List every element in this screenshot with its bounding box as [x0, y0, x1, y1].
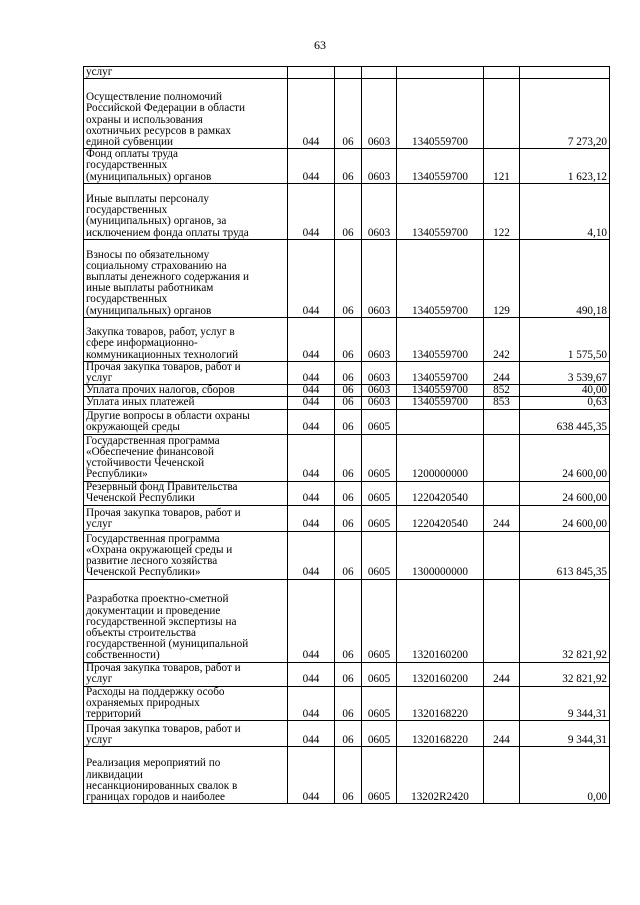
expense-type-cell: 853 [484, 397, 520, 409]
subsection-code-cell: 0605 [362, 409, 397, 434]
expense-name-cell: Прочая закупка товаров, работ и услуг [84, 721, 288, 747]
amount-cell: 1 623,12 [520, 149, 610, 184]
expense-type-cell: 244 [484, 361, 520, 384]
amount-cell: 1 575,50 [520, 317, 610, 361]
expense-name-cell: Фонд оплаты труда государственных (муниципальных) органов [84, 149, 288, 184]
admin-code-cell: 044 [288, 385, 335, 397]
expense-type-cell: 242 [484, 317, 520, 361]
admin-code-cell [288, 67, 335, 79]
amount-cell: 40,00 [520, 385, 610, 397]
admin-code-cell: 044 [288, 397, 335, 409]
expense-type-cell [484, 79, 520, 149]
expense-name-cell: Реализация мероприятий по ликвидации несанкционированных свалок в границах городов и наиболее [84, 747, 288, 804]
expense-type-cell [484, 434, 520, 481]
subsection-code-cell: 0605 [362, 662, 397, 686]
subsection-code-cell: 0603 [362, 397, 397, 409]
amount-cell: 4,10 [520, 183, 610, 239]
expense-name-cell: Закупка товаров, работ, услуг в сфере информационно- коммуникационных технологий [84, 317, 288, 361]
amount-cell: 24 600,00 [520, 505, 610, 531]
expense-name-cell: Взносы по обязательному социальному страхованию на выплаты денежного содержания и иные выплаты работникам государственных (муниципальных) органов [84, 239, 288, 317]
expense-name-cell: Прочая закупка товаров, работ и услуг [84, 361, 288, 384]
target-article-cell: 1200000000 [397, 434, 484, 481]
expense-type-cell [484, 579, 520, 662]
admin-code-cell: 044 [288, 239, 335, 317]
subsection-code-cell: 0603 [362, 361, 397, 384]
expense-name-cell: Уплата прочих налогов, сборов [84, 385, 288, 397]
target-article-cell: 1320160200 [397, 662, 484, 686]
amount-cell: 613 845,35 [520, 531, 610, 579]
target-article-cell: 1340559700 [397, 361, 484, 384]
amount-cell: 9 344,31 [520, 686, 610, 721]
section-code-cell: 06 [335, 361, 362, 384]
expense-name-cell: Иные выплаты персоналу государственных (муниципальных) органов, за исключением фонда оплаты труда [84, 183, 288, 239]
subsection-code-cell: 0603 [362, 239, 397, 317]
expense-name-cell: Разработка проектно-сметной документации и проведение государственной экспертизы на объекты строительства государственной (муниципальной собственности) [84, 579, 288, 662]
target-article-cell: 1340559700 [397, 79, 484, 149]
table-row [84, 434, 610, 481]
subsection-code-cell: 0603 [362, 183, 397, 239]
admin-code-cell: 044 [288, 317, 335, 361]
expense-name-cell: услуг [84, 67, 288, 79]
subsection-code-cell: 0603 [362, 317, 397, 361]
admin-code-cell: 044 [288, 183, 335, 239]
expense-type-cell: 852 [484, 385, 520, 397]
section-code-cell: 06 [335, 662, 362, 686]
target-article-cell: 1220420540 [397, 481, 484, 505]
section-code-cell: 06 [335, 149, 362, 184]
section-code-cell: 06 [335, 721, 362, 747]
expense-type-cell: 129 [484, 239, 520, 317]
subsection-code-cell: 0603 [362, 149, 397, 184]
amount-cell: 0,63 [520, 397, 610, 409]
amount-cell: 32 821,92 [520, 579, 610, 662]
table-row [84, 183, 610, 239]
expense-type-cell [484, 409, 520, 434]
budget-table [83, 66, 610, 804]
table-row [84, 361, 610, 384]
amount-cell [520, 67, 610, 79]
amount-cell: 24 600,00 [520, 481, 610, 505]
expense-type-cell: 244 [484, 662, 520, 686]
target-article-cell: 1340559700 [397, 385, 484, 397]
subsection-code-cell: 0605 [362, 579, 397, 662]
subsection-code-cell: 0603 [362, 79, 397, 149]
amount-cell: 9 344,31 [520, 721, 610, 747]
target-article-cell: 1340559700 [397, 149, 484, 184]
admin-code-cell: 044 [288, 149, 335, 184]
expense-name-cell: Государственная программа «Обеспечение финансовой устойчивости Чеченской Республики» [84, 434, 288, 481]
table-row [84, 79, 610, 149]
table-row [84, 505, 610, 531]
expense-name-cell: Прочая закупка товаров, работ и услуг [84, 662, 288, 686]
table-row [84, 67, 610, 79]
table-row [84, 686, 610, 721]
section-code-cell: 06 [335, 79, 362, 149]
target-article-cell: 1320168220 [397, 721, 484, 747]
table-row [84, 579, 610, 662]
table-row [84, 662, 610, 686]
table-row [84, 317, 610, 361]
target-article-cell: 1320168220 [397, 686, 484, 721]
table-row [84, 531, 610, 579]
amount-cell: 32 821,92 [520, 662, 610, 686]
expense-type-cell [484, 481, 520, 505]
section-code-cell: 06 [335, 579, 362, 662]
target-article-cell: 13202R2420 [397, 747, 484, 804]
admin-code-cell: 044 [288, 721, 335, 747]
admin-code-cell: 044 [288, 361, 335, 384]
expense-name-cell: Другие вопросы в области охраны окружающей среды [84, 409, 288, 434]
expense-type-cell [484, 747, 520, 804]
amount-cell: 490,18 [520, 239, 610, 317]
amount-cell: 0,00 [520, 747, 610, 804]
expense-type-cell: 244 [484, 505, 520, 531]
section-code-cell: 06 [335, 183, 362, 239]
expense-name-cell: Резервный фонд Правительства Чеченской Республики [84, 481, 288, 505]
table-row [84, 409, 610, 434]
expense-name-cell: Осуществление полномочий Российской Федерации в области охраны и использования охотничьих ресурсов в рамках единой субвенции [84, 79, 288, 149]
subsection-code-cell: 0603 [362, 385, 397, 397]
section-code-cell: 06 [335, 317, 362, 361]
section-code-cell: 06 [335, 505, 362, 531]
expense-type-cell: 122 [484, 183, 520, 239]
admin-code-cell: 044 [288, 579, 335, 662]
admin-code-cell: 044 [288, 79, 335, 149]
expense-type-cell [484, 67, 520, 79]
amount-cell: 3 539,67 [520, 361, 610, 384]
section-code-cell: 06 [335, 531, 362, 579]
table-row [84, 385, 610, 397]
admin-code-cell: 044 [288, 505, 335, 531]
expense-type-cell: 121 [484, 149, 520, 184]
target-article-cell: 1340559700 [397, 239, 484, 317]
section-code-cell: 06 [335, 239, 362, 317]
expense-type-cell [484, 531, 520, 579]
admin-code-cell: 044 [288, 531, 335, 579]
amount-cell: 7 273,20 [520, 79, 610, 149]
table-row [84, 721, 610, 747]
table-row [84, 747, 610, 804]
subsection-code-cell: 0605 [362, 434, 397, 481]
section-code-cell: 06 [335, 747, 362, 804]
budget-table-body [84, 67, 610, 804]
section-code-cell [335, 67, 362, 79]
expense-type-cell [484, 686, 520, 721]
subsection-code-cell [362, 67, 397, 79]
page-number: 63 [314, 38, 326, 52]
target-article-cell: 1220420540 [397, 505, 484, 531]
target-article-cell: 1320160200 [397, 579, 484, 662]
expense-name-cell: Государственная программа «Охрана окружающей среды и развитие лесного хозяйства Чеченской Республики» [84, 531, 288, 579]
table-row [84, 397, 610, 409]
expense-name-cell: Прочая закупка товаров, работ и услуг [84, 505, 288, 531]
target-article-cell: 1340559700 [397, 317, 484, 361]
expense-name-cell: Уплата иных платежей [84, 397, 288, 409]
target-article-cell: 1300000000 [397, 531, 484, 579]
target-article-cell: 1340559700 [397, 183, 484, 239]
section-code-cell: 06 [335, 434, 362, 481]
expense-type-cell: 244 [484, 721, 520, 747]
amount-cell: 24 600,00 [520, 434, 610, 481]
section-code-cell: 06 [335, 409, 362, 434]
table-row [84, 481, 610, 505]
subsection-code-cell: 0605 [362, 721, 397, 747]
subsection-code-cell: 0605 [362, 747, 397, 804]
expense-name-cell: Расходы на поддержку особо охраняемых природных территорий [84, 686, 288, 721]
admin-code-cell: 044 [288, 481, 335, 505]
admin-code-cell: 044 [288, 747, 335, 804]
section-code-cell: 06 [335, 481, 362, 505]
target-article-cell [397, 409, 484, 434]
subsection-code-cell: 0605 [362, 686, 397, 721]
section-code-cell: 06 [335, 397, 362, 409]
target-article-cell [397, 67, 484, 79]
table-row [84, 239, 610, 317]
subsection-code-cell: 0605 [362, 531, 397, 579]
section-code-cell: 06 [335, 686, 362, 721]
table-row [84, 149, 610, 184]
subsection-code-cell: 0605 [362, 481, 397, 505]
admin-code-cell: 044 [288, 686, 335, 721]
admin-code-cell: 044 [288, 662, 335, 686]
admin-code-cell: 044 [288, 434, 335, 481]
amount-cell: 638 445,35 [520, 409, 610, 434]
subsection-code-cell: 0605 [362, 505, 397, 531]
section-code-cell: 06 [335, 385, 362, 397]
target-article-cell: 1340559700 [397, 397, 484, 409]
admin-code-cell: 044 [288, 409, 335, 434]
